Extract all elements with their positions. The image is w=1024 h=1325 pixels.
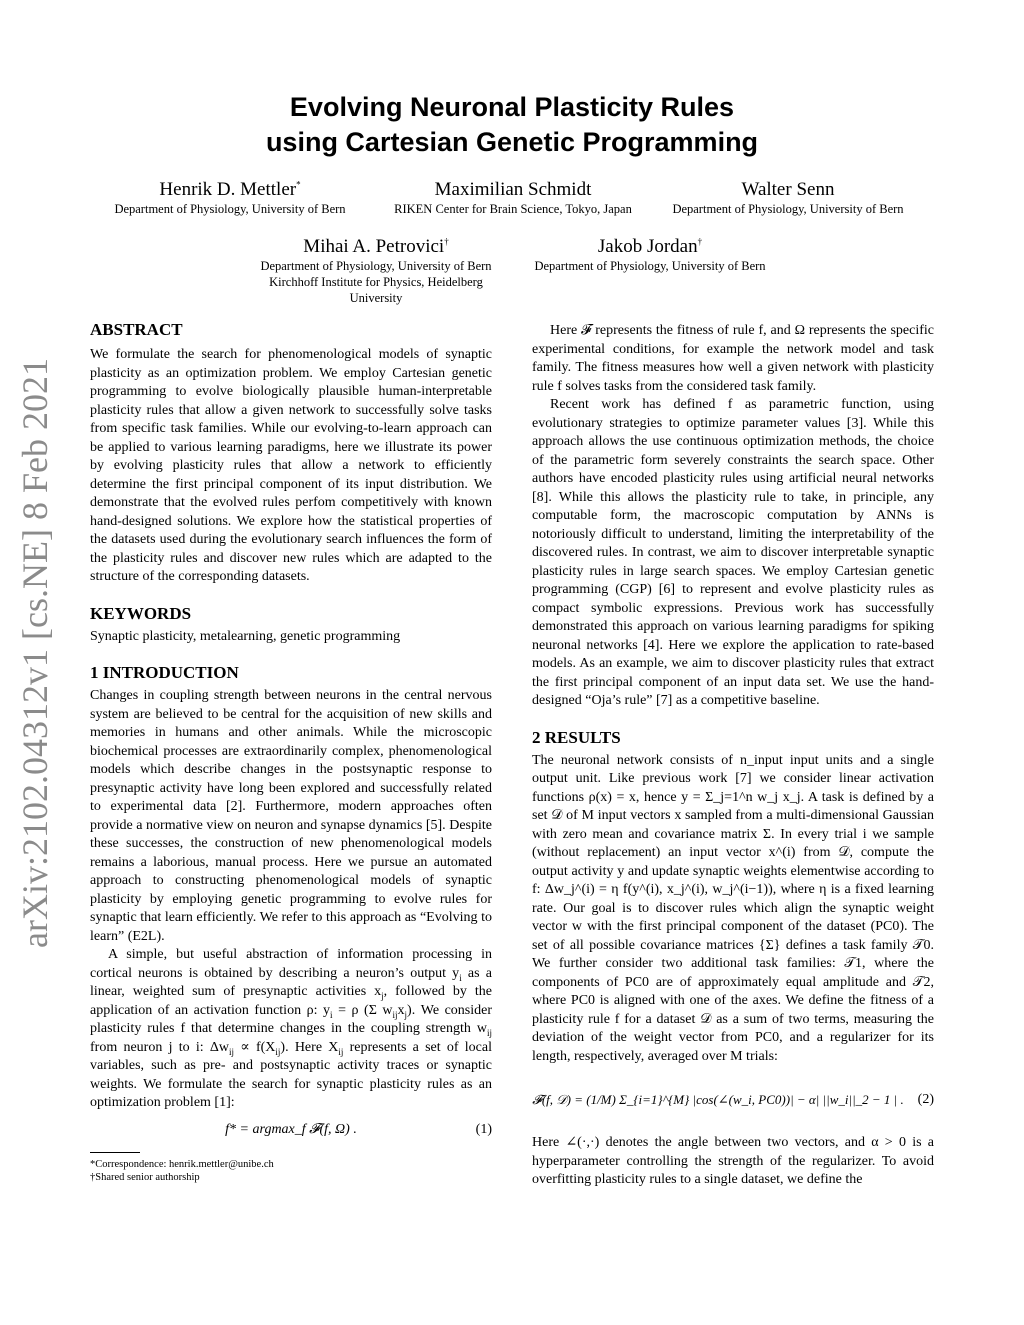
equation-2-number: (2)	[917, 1092, 934, 1107]
author-name: Henrik D. Mettler	[159, 179, 297, 200]
footnote-correspondence: *Correspondence: henrik.mettler@unibe.ch	[90, 1159, 274, 1170]
introduction-heading: 1 INTRODUCTION	[90, 663, 239, 682]
author-mettler	[90, 179, 370, 217]
author-name: Walter Senn	[741, 179, 835, 200]
author-name: Maximilian Schmidt	[434, 179, 592, 200]
author-schmidt	[372, 179, 654, 217]
right-column	[532, 322, 934, 1190]
author-affiliation: RIKEN Center for Brain Science, Tokyo, Japan	[394, 202, 632, 216]
footnotes	[90, 1158, 492, 1184]
equation-2-body: 𝓕(f, 𝒟) = (1/M) Σ_{i=1}^{M} |cos(∠(w_i, PC0))| − α| ||w_i||_2 − 1 | .	[532, 1092, 904, 1107]
arxiv-side-label	[15, 346, 55, 960]
introduction-paragraph-1: Changes in coupling strength between neurons in the central nervous system are believed to be central for the acquisition of new skills and memories in humans and other animals. While the microscopic biochemical processes are extraordinarily complex, phenomenological models which describe changes in the postsynaptic response to presynaptic activity have long been explored and successfully related to experimental data [2]. Furthermore, modern approaches often provide a normative view on neuron and synapse dynamics [5]. Despite these successes, the construction of new phenomenological models remains a laborious, manual process. Here we pursue an automated approach to constructing phenomenological models of synaptic plasticity by employing genetic programming to evolve rules for synaptic that learn efficiently. We refer to this approach as “Evolving to learn” (E2L).	[90, 688, 492, 944]
arxiv-id: arXiv:2102.04312v1 [cs.NE] 8 Feb 2021	[15, 358, 55, 948]
author-affiliation: Kirchhoff Institute for Physics, Heidelberg	[269, 275, 483, 289]
author-petrovici	[236, 236, 516, 306]
abstract-text: We formulate the search for phenomenological models of synaptic plasticity as an optimization problem. We employ Cartesian genetic programming to evolve biologically plausible human-interpretable plasticity rules that allow a given network to successfully solve tasks from specific task families. While our evolving-to-learn approach can be applied to various learning paradigms, here we illustrate its power by evolving plasticity rules that allow a network to efficiently determine the first principal component of its input distribution. We demonstrate that the evolved rules perfom competitively with known hand-designed solutions. We explore how the statistical properties of the datasets used during the evolutionary search influences the form of the plasticity rules and discover new rules which are adapted to the structure of the corresponding datasets.	[90, 347, 492, 584]
right-paragraph-2: Recent work has defined f as parametric function, using evolutionary strategies to optimize parameter values [3]. While this approach allows the use continuous optimization methods, the choice of the parametric form severely constraints the search space. Other authors have encoded plasticity rules using artificial neural networks [8]. While this allows the plasticity rule to take, in principle, any computable form, the macroscopic computation by ANNs is notoriously difficult to understand, limiting the interpretability of the discovered rules. In contrast, we aim to discover interpretable synaptic plasticity rules in large search spaces. We employ Cartesian genetic programming (CGP) [6] to represent and evolve plasticity rules as compact symbolic expressions. Previous work has successfully demonstrated this approach on various learning paradigms for spiking neuronal networks [4]. Here we explore the application to rate-based models. As an example, we aim to discover plasticity rules that extract the first principal component of an input data set. We use the hand-designed “Oja’s rule” [7] as a competitive baseline.	[532, 397, 934, 708]
author-affiliation: Department of Physiology, University of Bern	[114, 202, 346, 216]
equation-2	[532, 1074, 934, 1132]
paper-title-line-2: using Cartesian Genetic Programming	[265, 127, 759, 157]
author-mark: †	[697, 236, 703, 247]
author-affiliation: Department of Physiology, University of Bern	[260, 259, 492, 273]
paper-title-line-1: Evolving Neuronal Plasticity Rules	[289, 92, 735, 122]
author-name: Jakob Jordan	[597, 236, 698, 257]
author-jordan	[512, 236, 788, 274]
results-paragraph-2: Here ∠(·,·) denotes the angle between two vectors, and α > 0 is a hyperparameter controlling the strength of the regularizer. To avoid overfitting plasticity rules to a single dataset, we define the	[532, 1135, 934, 1187]
results-heading: 2 RESULTS	[532, 727, 621, 747]
footnote-rule	[90, 1152, 140, 1153]
introduction-paragraph-2: A simple, but useful abstraction of information processing in cortical neurons is obtained by describing a neuron’s output $y_i$ as a linear, weighted sum of presynaptic activities $x_j$, followed by the application of an activation function ρ: $y_i = \rho$ (Σ $w_{ij}x_j$). We consider plasticity rules f that determine changes in the coupling strength $w_{ij}$ from neuron j to i: $\Delta w_{ij} \propto f(X_{ij})$. Here $X_{ij}$ represents a set of local variables, such as pre- and postsynaptic activity traces or synaptic weights. We formulate the search for synaptic plasticity rules as an optimization problem [1]:	[90, 947, 493, 1110]
left-column	[90, 320, 492, 1145]
right-paragraph-1: Here 𝓕 represents the fitness of rule f, and Ω represents the specific experimental conditions, for example the network model and task family. The fitness measures how well a given network with plasticity rule f solves tasks from the considered task family.	[532, 323, 934, 394]
author-mark: †	[444, 236, 449, 247]
keywords-heading: KEYWORDS	[90, 603, 192, 623]
author-affiliation: Department of Physiology, University of Bern	[534, 259, 766, 273]
footnote-shared-authorship: †Shared senior authorship	[90, 1172, 200, 1183]
author-senn	[650, 179, 926, 217]
results-paragraph-1: The neuronal network consists of n_input input units and a single output unit. Like previous work [7] we consider linear activation functions ρ(x) = x, hence y = Σ_j=1^n w_j x_j. A task is defined by a set 𝒟 of M input vectors x sampled from a multi-dimensional Gaussian with zero mean and covariance matrix Σ. In every trial i we sample (without replacement) an input vector x^(i) from 𝒟, compute the output activity y and update synaptic weights elementwise according to f: Δw_j^(i) = η f(y^(i), x_j^(i), w_j^(i−1)), where η is a fixed learning rate. Our goal is to discover rules which align the synaptic weight vector w with the first principal component of the dataset (PC0). The set of all possible covariance matrices {Σ} defines a task family 𝒯0. We further consider two additional task families: 𝒯1, where the components of PC0 are of approximately equal amplitude and 𝒯2, where PC0 is aligned with one of the axes. We define the fitness of a plasticity rule f for a dataset 𝒟 as a sum of two terms, measuring the deviation of the weight vector from PC0, and a regularizer for its length, respectively, averaged over M trials:	[532, 752, 934, 1064]
keywords-text: Synaptic plasticity, metalearning, genetic programming	[90, 628, 401, 644]
author-mark: *	[296, 179, 301, 190]
author-affiliation: Department of Physiology, University of Bern	[672, 202, 904, 216]
author-affiliation: University	[349, 291, 403, 305]
author-name: Mihai A. Petrovici	[303, 236, 445, 257]
equation-1-body: f* = argmax_f 𝓕(f, Ω) .	[225, 1121, 357, 1137]
equation-1-number: (1)	[475, 1121, 492, 1137]
abstract-heading: ABSTRACT	[90, 320, 183, 339]
equation-1	[90, 1117, 492, 1145]
